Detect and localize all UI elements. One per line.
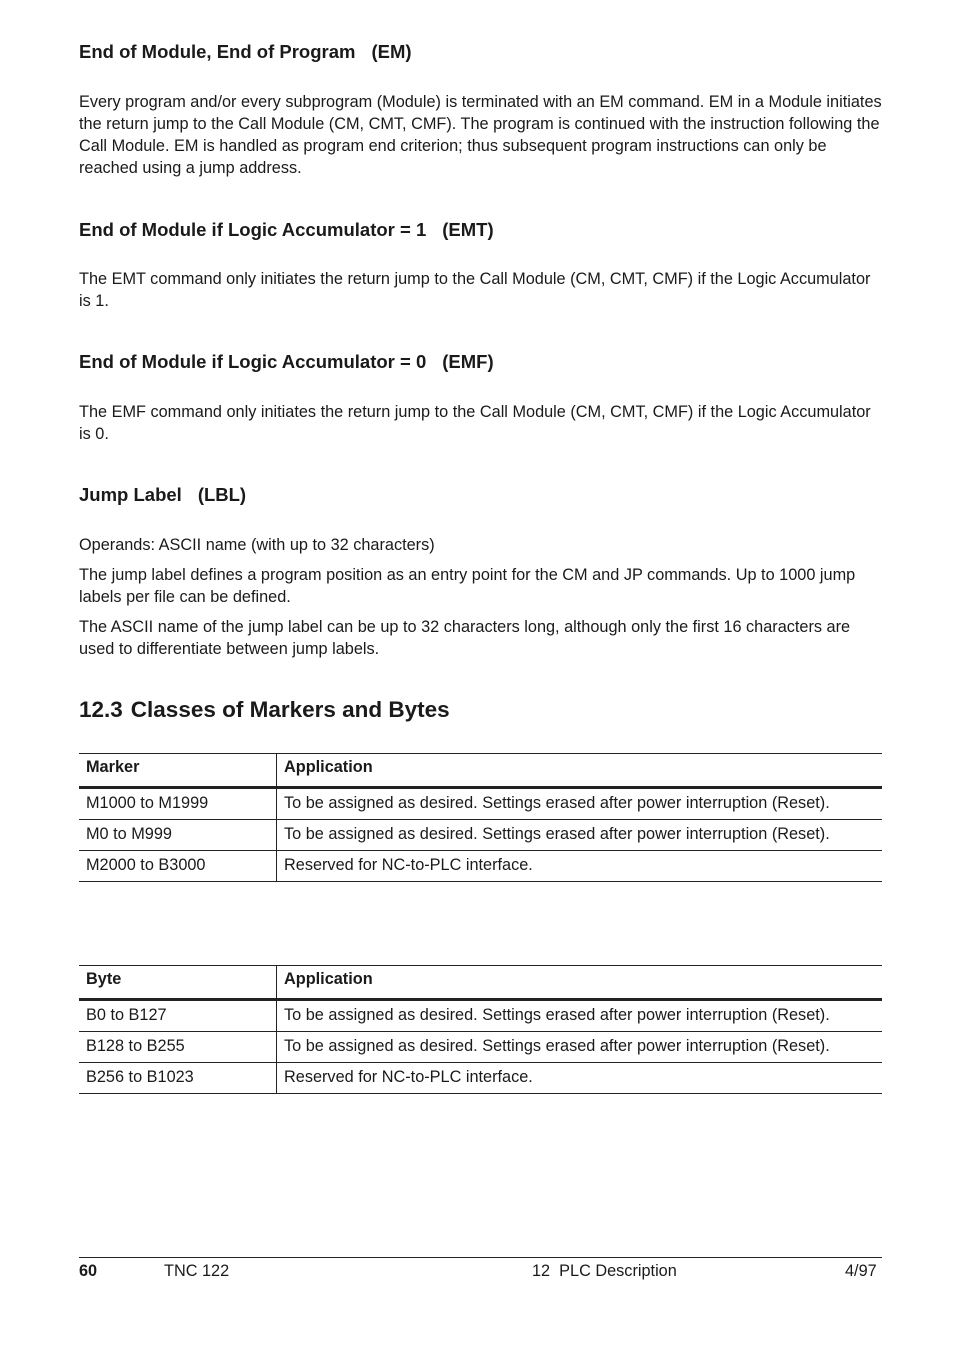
marker-column-header: Marker xyxy=(79,754,277,788)
paragraph-em: Every program and/or every subprogram (Module) is terminated with an EM command. EM in a Module initiates the return jump to the Call Module (CM, CMT, CMF). The program is continued with the instruction following the Call Module. EM is handled as program end criterion; thus subsequent program instructions can only be reached using a jump address. xyxy=(79,93,882,177)
table-row xyxy=(79,788,882,820)
application-cell: To be assigned as desired. Settings erased after power interruption (Reset). xyxy=(277,1000,883,1032)
heading-em-title: End of Module, End of Program xyxy=(79,41,356,62)
table-row xyxy=(79,851,882,882)
table-row xyxy=(79,820,882,851)
byte-table-header xyxy=(79,966,882,1000)
heading-emt-title: End of Module if Logic Accumulator = 1 xyxy=(79,219,427,240)
marker-range-cell: M0 to M999 xyxy=(79,820,277,851)
heading-em-code: (EM) xyxy=(371,41,412,62)
heading-emt-code: (EMT) xyxy=(442,219,494,240)
heading-emf xyxy=(79,351,494,373)
heading-emf-title: End of Module if Logic Accumulator = 0 xyxy=(79,351,427,372)
application-column-header: Application xyxy=(277,966,883,1000)
marker-range-cell: M2000 to B3000 xyxy=(79,851,277,882)
heading-lbl-code: (LBL) xyxy=(197,484,247,505)
heading-lbl xyxy=(79,484,246,506)
footer-date: 4/97 xyxy=(845,1262,877,1280)
application-cell: To be assigned as desired. Settings erased after power interruption (Reset). xyxy=(277,1032,883,1063)
table-row xyxy=(79,1063,882,1094)
byte-table xyxy=(79,965,882,1094)
application-cell: To be assigned as desired. Settings erased after power interruption (Reset). xyxy=(277,788,883,820)
paragraph-lbl-operands: Operands: ASCII name (with up to 32 characters) xyxy=(79,536,435,554)
application-cell: Reserved for NC-to-PLC interface. xyxy=(277,1063,883,1094)
marker-table-header xyxy=(79,754,882,788)
footer-chapter: 12 PLC Description xyxy=(532,1262,677,1280)
heading-emt xyxy=(79,219,494,241)
heading-em xyxy=(79,41,412,63)
byte-range-cell: B256 to B1023 xyxy=(79,1063,277,1094)
byte-range-cell: B0 to B127 xyxy=(79,1000,277,1032)
application-column-header: Application xyxy=(277,754,883,788)
byte-range-cell: B128 to B255 xyxy=(79,1032,277,1063)
table-row xyxy=(79,1000,882,1032)
paragraph-lbl-body1: The jump label defines a program position as an entry point for the CM and JP commands. Up to 1000 jump labels per file can be defined. xyxy=(79,566,856,606)
heading-emf-code: (EMF) xyxy=(442,351,494,372)
application-cell: Reserved for NC-to-PLC interface. xyxy=(277,851,883,882)
footer-page-number: 60 xyxy=(79,1262,98,1280)
paragraph-emf: The EMF command only initiates the return jump to the Call Module (CM, CMT, CMF) if the Logic Accumulator is 0. xyxy=(79,403,871,443)
marker-range-cell: M1000 to M1999 xyxy=(79,788,277,820)
byte-column-header: Byte xyxy=(79,966,277,1000)
marker-table xyxy=(79,753,882,882)
paragraph-lbl-body2: The ASCII name of the jump label can be up to 32 characters long, although only the first 16 characters are used to differentiate between jump labels. xyxy=(79,618,851,658)
section-number: 12.3 xyxy=(79,697,123,722)
footer-divider xyxy=(79,1257,882,1258)
heading-lbl-title: Jump Label xyxy=(79,484,182,505)
footer-product: TNC 122 xyxy=(164,1262,230,1280)
section-heading xyxy=(79,697,450,723)
section-title: Classes of Markers and Bytes xyxy=(130,697,450,722)
paragraph-emt: The EMT command only initiates the return jump to the Call Module (CM, CMT, CMF) if the Logic Accumulator is 1. xyxy=(79,270,871,310)
application-cell: To be assigned as desired. Settings erased after power interruption (Reset). xyxy=(277,820,883,851)
table-row xyxy=(79,1032,882,1063)
